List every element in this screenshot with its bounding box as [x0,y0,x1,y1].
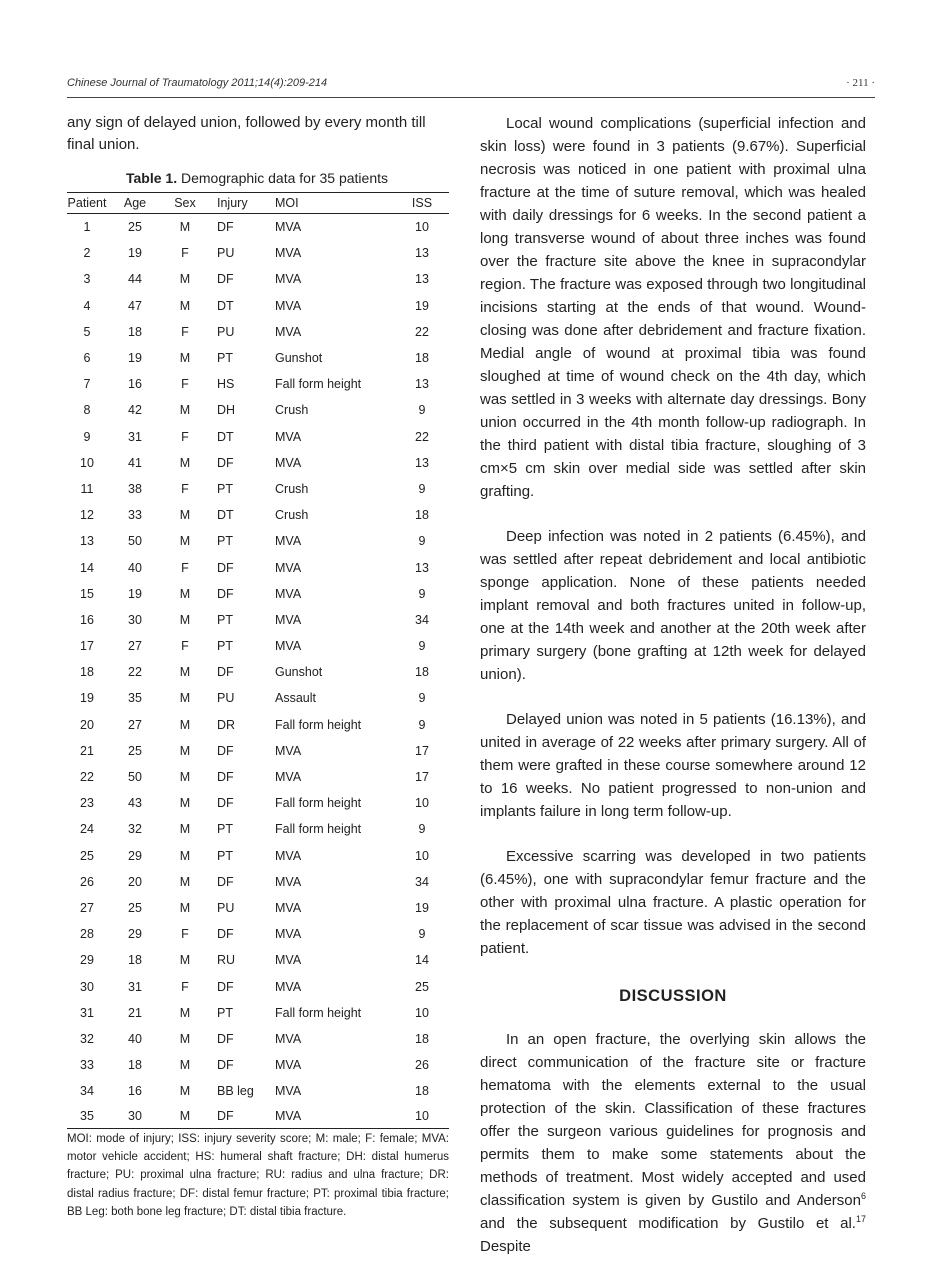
cell-moi: MVA [275,639,302,654]
paragraph-wound-complications: Local wound complications (superficial infection and skin loss) were found in 3 patients (9.67%). Superficial necrosis was noticed in one patient with proximal ulna fracture at the time of suture removal, which was healed with daily dressings for 6 weeks. In the second patient a long transverse wound of about three inches was found over the fracture site above the knee in supracondylar region. The fracture was exposed through two longitudinal incisions starting at the ends of that wound. Wound-closing was done after debridement and fracture fixation. Medial angle of wound at proximal tibia was found sloughed at time of wound check on the 4th day, which was settled in 3 weeks with alternate day dressings. Bony union occurred in the 4th month follow-up radiograph. In the third patient with distal tibia fracture, sloughing of 3 cm×5 cm skin over medial side was settled after skin grafting. [480,115,866,500]
cell-age: 25 [128,743,142,758]
cell-injury: DF [217,272,234,287]
cell-injury: DF [217,927,234,942]
cell-moi: MVA [275,1031,302,1046]
journal-citation: Chinese Journal of Traumatology 2011;14(4):209-214 [67,77,328,89]
cell-moi: Crush [275,403,309,418]
cell-iss: 10 [395,1104,449,1129]
cell-injury: DF [217,770,234,785]
table-row [67,424,449,450]
cell-patient: 25 [80,848,94,863]
cell-iss: 18 [415,351,429,366]
cell-iss: 10 [415,220,429,235]
running-header [67,77,875,95]
paragraph-discussion-intro [480,1028,866,1258]
cell-sex: M [179,691,191,706]
cell-moi: Fall form height [275,1005,362,1020]
cell-iss: 13 [415,377,429,392]
table-caption [67,170,447,186]
cell-patient: 9 [83,429,91,444]
cell-moi: MVA [275,927,302,942]
table-row [67,921,449,947]
cell-injury: DR [217,717,236,732]
cell-age: 16 [128,377,142,392]
cell-age: 40 [128,560,142,575]
cell-patient: 3 [83,272,91,287]
cell-iss: 22 [415,324,429,339]
cell-injury: PT [217,848,233,863]
cell-moi: Fall form height [275,377,362,392]
cell-patient: 32 [80,1031,94,1046]
cell-moi: Assault [275,691,316,706]
cell-age: 32 [128,822,142,837]
cell-iss: 18 [415,1084,429,1099]
cell-age: 27 [128,717,142,732]
cell-sex: M [179,298,191,313]
table-row [67,293,449,319]
cell-iss: 22 [415,429,429,444]
section-heading-discussion: DISCUSSION [619,987,727,1005]
cell-moi: MVA [275,612,302,627]
table-row [67,397,449,423]
cell-patient: 1 [83,220,91,235]
cell-age: 31 [128,429,142,444]
cell-iss: 17 [415,770,429,785]
cell-age: 33 [128,508,142,523]
cell-moi: Fall form height [275,822,362,837]
cell-iss: 10 [415,848,429,863]
table-row [67,319,449,345]
cell-age: 30 [107,1104,163,1129]
cell-patient: 12 [80,508,94,523]
cell-patient: 19 [80,691,94,706]
cell-age: 38 [128,481,142,496]
cell-injury: PT [217,822,233,837]
cell-age: 31 [128,979,142,994]
cell-injury: PU [217,900,235,915]
cell-age: 43 [128,796,142,811]
table-row [67,607,449,633]
cell-age: 25 [128,900,142,915]
cell-injury: DF [217,979,234,994]
cell-patient: 22 [80,770,94,785]
cell-age: 29 [128,927,142,942]
cell-patient: 16 [80,612,94,627]
cell-iss: 9 [418,717,426,732]
table-footnote: MOI: mode of injury; ISS: injury severity score; M: male; F: female; MVA: motor vehicle accident; HS: humeral shaft fracture; DH: distal humerus fracture; PU: proximal ulna fracture; RU: radius and ulna fracture; DR: distal radius fracture; DF: distal femur fracture; PT: proximal tibia fracture; BB Leg: both bone leg fracture; DT: distal tibia fracture. [67,1133,449,1218]
cell-iss: 34 [415,874,429,889]
cell-injury: DF [217,743,234,758]
cell-sex: M [179,534,191,549]
cell-iss: 18 [415,508,429,523]
cell-iss: 9 [418,639,426,654]
cell-iss: 13 [415,246,429,261]
cell-injury: DF [217,874,234,889]
cell-iss: 9 [418,403,426,418]
cell-iss: 9 [418,691,426,706]
cell-sex: M [179,455,191,470]
cell-age: 44 [128,272,142,287]
page-number: · 211 · [846,77,875,89]
col-header-moi: MOI [275,193,395,214]
table-body [67,214,449,1129]
cell-patient: 26 [80,874,94,889]
cell-moi: Gunshot [275,351,323,366]
cell-iss: 10 [415,796,429,811]
cell-patient: 23 [80,796,94,811]
cell-patient: 15 [80,586,94,601]
cell-patient: 30 [80,979,94,994]
cell-patient: 2 [83,246,91,261]
cell-iss: 9 [418,481,426,496]
cell-age: 47 [128,298,142,313]
reference-6: 6 [860,1191,866,1201]
table-row [67,947,449,973]
cell-iss: 9 [418,927,426,942]
cell-iss: 18 [415,1031,429,1046]
cell-injury: DT [217,298,234,313]
cell-moi: MVA [275,455,302,470]
cell-injury: DF [217,586,234,601]
cell-moi: MVA [275,220,302,235]
intro-paragraph: any sign of delayed union, followed by every month till final union. [67,114,426,153]
left-column [67,112,449,1218]
header-divider [67,97,875,98]
cell-sex: M [179,848,191,863]
cell-injury: PU [217,691,235,706]
cell-moi: MVA [275,848,302,863]
cell-moi: MVA [275,979,302,994]
col-header-patient: Patient [67,193,107,214]
cell-age: 25 [128,220,142,235]
cell-sex: M [179,900,191,915]
paragraph-deep-infection: Deep infection was noted in 2 patients (6.45%), and was settled after repeat debridement and local antibiotic sponge application. None of these patients needed implant removal and both fractures united in follow-up, one at the 14th week and another at the 20th week after primary surgery (bone grafting at 12th week for delayed union). [480,528,866,683]
cell-moi: MVA [275,1084,302,1099]
cell-sex: M [179,1031,191,1046]
table-row [67,764,449,790]
cell-sex: F [181,377,189,392]
cell-sex: M [179,796,191,811]
table-row [67,973,449,999]
cell-injury: DF [217,1058,234,1073]
table-row [67,685,449,711]
table-row [67,1052,449,1078]
cell-patient: 28 [80,927,94,942]
cell-injury: DF [217,796,234,811]
cell-age: 50 [128,534,142,549]
cell-age: 18 [128,324,142,339]
cell-age: 29 [128,848,142,863]
cell-age: 41 [128,455,142,470]
table-row [67,1026,449,1052]
cell-age: 40 [128,1031,142,1046]
cell-patient: 20 [80,717,94,732]
cell-age: 22 [128,665,142,680]
col-header-injury: Injury [207,193,275,214]
cell-sex: M [179,403,191,418]
cell-iss: 17 [415,743,429,758]
table-row [67,633,449,659]
table-row [67,869,449,895]
cell-patient: 8 [83,403,91,418]
cell-moi: Fall form height [275,717,362,732]
cell-injury: DF [217,665,234,680]
cell-patient: 17 [80,639,94,654]
cell-moi: MVA [275,429,302,444]
cell-injury: DF [217,560,234,575]
table-caption-label: Table 1. [126,170,178,186]
cell-patient: 24 [80,822,94,837]
cell-moi: MVA [275,534,302,549]
cell-moi: Fall form height [275,796,362,811]
cell-patient: 13 [80,534,94,549]
cell-injury: PT [217,1005,233,1020]
cell-patient: 29 [80,953,94,968]
cell-sex: F [181,429,189,444]
cell-injury: DT [217,429,234,444]
cell-injury: DT [217,508,234,523]
cell-sex: M [179,822,191,837]
cell-sex: M [179,953,191,968]
table-row [67,712,449,738]
cell-injury: PT [217,639,233,654]
cell-iss: 13 [415,272,429,287]
cell-patient: 31 [80,1005,94,1020]
cell-iss: 19 [415,900,429,915]
cell-injury: DF [217,1031,234,1046]
cell-sex: M [179,665,191,680]
cell-patient: 33 [80,1058,94,1073]
cell-iss: 9 [418,822,426,837]
table-row [67,738,449,764]
cell-iss: 9 [418,534,426,549]
cell-age: 35 [128,691,142,706]
cell-injury: DF [217,220,234,235]
cell-sex: M [179,586,191,601]
table-row [67,816,449,842]
table-row [67,843,449,869]
cell-sex: M [179,220,191,235]
cell-iss: 34 [415,612,429,627]
discussion-text-b: and the subsequent modification by Gustilo et al. [480,1215,856,1232]
cell-sex: M [179,351,191,366]
cell-age: 19 [128,586,142,601]
cell-age: 27 [128,639,142,654]
cell-moi: Crush [275,508,309,523]
paragraph-delayed-union: Delayed union was noted in 5 patients (16.13%), and united in average of 22 weeks after primary surgery. All of them were grafted in these course somewhere around 12 to 16 weeks. No patient progressed to non-union and implants failure in long term follow-up. [480,711,866,820]
cell-moi: Gunshot [275,665,323,680]
cell-moi: MVA [275,953,302,968]
cell-injury: DH [217,403,236,418]
cell-patient: 21 [80,743,94,758]
table-row [67,554,449,580]
cell-age: 50 [128,770,142,785]
cell-patient: 6 [83,351,91,366]
cell-patient: 10 [80,455,94,470]
cell-sex: M [179,717,191,732]
cell-moi: MVA [275,298,302,313]
cell-sex: F [181,324,189,339]
cell-iss: 18 [415,665,429,680]
cell-patient: 27 [80,900,94,915]
cell-age: 19 [128,246,142,261]
cell-age: 21 [128,1005,142,1020]
cell-sex: M [179,770,191,785]
cell-age: 42 [128,403,142,418]
cell-moi: MVA [275,1058,302,1073]
cell-injury: PT [217,481,233,496]
cell-iss: 9 [418,586,426,601]
cell-moi: MVA [275,560,302,575]
cell-sex: M [163,1104,207,1129]
cell-age: 30 [128,612,142,627]
cell-injury: PU [217,246,235,261]
cell-sex: M [179,743,191,758]
cell-moi: MVA [275,324,302,339]
cell-sex: M [179,1084,191,1099]
demographic-table [67,192,449,1129]
cell-moi: MVA [275,272,302,287]
cell-iss: 26 [415,1058,429,1073]
cell-age: 20 [128,874,142,889]
table-row [67,1104,449,1129]
cell-patient: 35 [67,1104,107,1129]
cell-age: 18 [128,1058,142,1073]
discussion-text-a: In an open fracture, the overlying skin allows the direct communication of the fracture site or fracture hematoma with the elements external to the usual protection of the skin. Classification of these fractures offer the surgeon various guidelines for prognosis and permits them to make some statements about the methods of treatment. Most widely accepted and used classification system is given by Gustilo and Anderson [480,1031,866,1209]
cell-sex: F [181,481,189,496]
cell-patient: 18 [80,665,94,680]
cell-moi: MVA [275,743,302,758]
col-header-sex: Sex [163,193,207,214]
cell-injury: DF [207,1104,275,1129]
cell-sex: M [179,874,191,889]
reference-17: 17 [855,1214,866,1224]
cell-moi: MVA [275,246,302,261]
cell-iss: 13 [415,455,429,470]
cell-sex: M [179,1005,191,1020]
cell-patient: 7 [83,377,91,392]
cell-sex: F [181,639,189,654]
cell-patient: 14 [80,560,94,575]
discussion-text-c: Despite [480,1238,531,1255]
cell-patient: 5 [83,324,91,339]
cell-injury: HS [217,377,235,392]
cell-moi: MVA [275,586,302,601]
cell-patient: 11 [80,481,94,496]
cell-moi: MVA [275,1104,395,1129]
paragraph-excessive-scarring: Excessive scarring was developed in two patients (6.45%), one with supracondylar femur fracture and the other with proximal ulna fracture. A plastic operation for the replacement of scar tissue was advised in the second patient. [480,848,866,957]
cell-iss: 14 [415,953,429,968]
cell-sex: F [181,560,189,575]
cell-sex: F [181,246,189,261]
table-row [67,240,449,266]
col-header-age: Age [107,193,163,214]
col-header-iss: ISS [395,193,449,214]
table-row [67,476,449,502]
cell-sex: M [179,612,191,627]
cell-sex: M [179,508,191,523]
cell-iss: 25 [415,979,429,994]
cell-iss: 13 [415,560,429,575]
cell-patient: 34 [80,1084,94,1099]
cell-iss: 10 [415,1005,429,1020]
cell-iss: 19 [415,298,429,313]
table-row [67,581,449,607]
cell-sex: M [179,1058,191,1073]
cell-age: 16 [128,1084,142,1099]
table-row [67,528,449,554]
table-row [67,1078,449,1104]
table-row [67,1000,449,1026]
right-column [480,112,866,1258]
table-row [67,345,449,371]
cell-injury: PT [217,534,233,549]
table-row [67,895,449,921]
table-caption-text: Demographic data for 35 patients [177,170,388,186]
table-row [67,790,449,816]
cell-injury: PT [217,351,233,366]
table-row [67,659,449,685]
cell-moi: Crush [275,481,309,496]
cell-injury: BB leg [217,1084,254,1099]
cell-injury: PT [217,612,233,627]
cell-patient: 4 [83,298,91,313]
table-row [67,502,449,528]
cell-sex: M [179,272,191,287]
cell-age: 19 [128,351,142,366]
cell-injury: RU [217,953,236,968]
cell-moi: MVA [275,900,302,915]
cell-moi: MVA [275,770,302,785]
table-header-row [67,193,449,214]
cell-injury: DF [217,455,234,470]
table-row [67,214,449,241]
cell-sex: F [181,979,189,994]
cell-moi: MVA [275,874,302,889]
cell-injury: PU [217,324,235,339]
table-row [67,450,449,476]
cell-age: 18 [128,953,142,968]
table-row [67,266,449,292]
cell-sex: F [181,927,189,942]
table-row [67,371,449,397]
